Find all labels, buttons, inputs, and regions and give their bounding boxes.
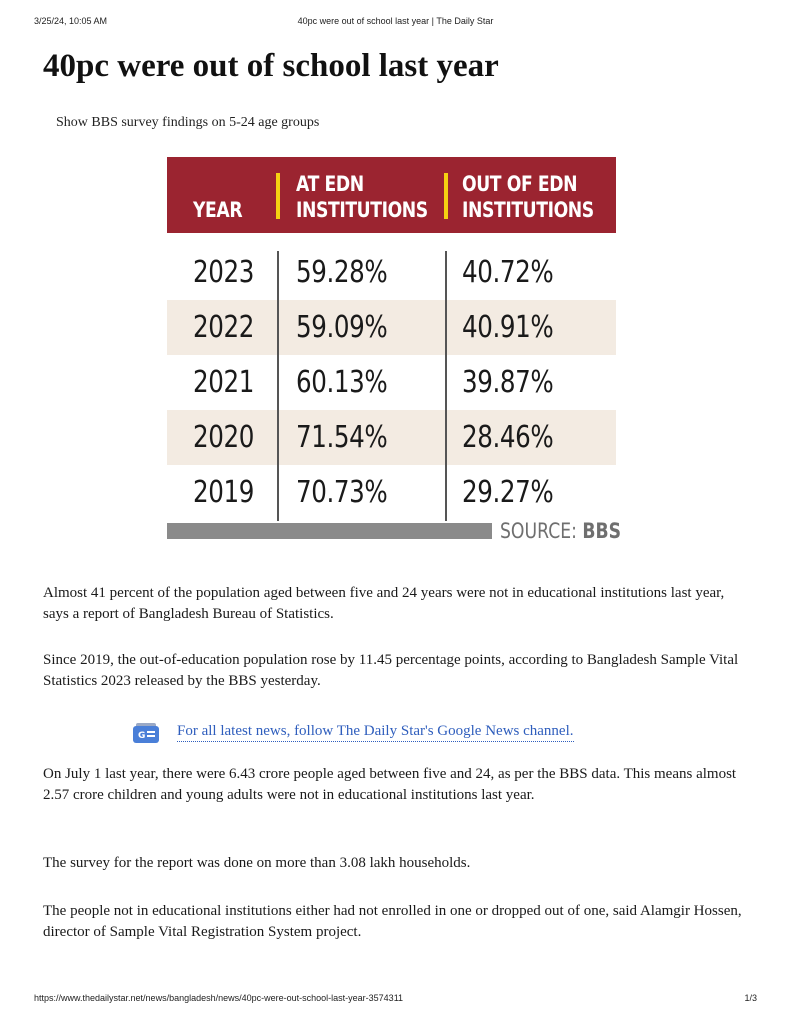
- table-row: [167, 410, 616, 465]
- row-at-edn: 59.28%: [296, 255, 388, 290]
- source-label: SOURCE:: [500, 519, 577, 543]
- source-credit: [500, 518, 622, 544]
- row-out-of-edn: 40.91%: [462, 310, 554, 345]
- header-year: YEAR: [193, 198, 243, 222]
- row-year: 2022: [193, 310, 254, 345]
- row-year: 2023: [193, 255, 254, 290]
- article-paragraph: The people not in educational institutions either had not enrolled in one or dropped out of one, said Alamgir Hossen, director of Sample Vital Registration System project.: [43, 903, 742, 940]
- header-at-edn: AT EDN INSTITUTIONS: [296, 172, 428, 222]
- education-status-infographic: [167, 157, 622, 547]
- source-bar: [167, 523, 492, 539]
- row-at-edn: 70.73%: [296, 475, 388, 510]
- print-timestamp: 3/25/24, 10:05 AM: [34, 16, 108, 26]
- header-accent-bar: [444, 173, 448, 219]
- header-out-of-edn: OUT OF EDN INSTITUTIONS: [462, 172, 594, 222]
- source-value: BBS: [582, 519, 622, 543]
- svg-text:G: G: [138, 731, 146, 741]
- row-at-edn: 59.09%: [296, 310, 388, 345]
- row-year: 2020: [193, 420, 254, 455]
- table-row: [167, 355, 616, 410]
- table-row: [167, 245, 616, 300]
- row-year: 2021: [193, 365, 254, 400]
- column-divider: [277, 251, 279, 521]
- header-accent-bar: [276, 173, 280, 219]
- print-footer: [34, 993, 757, 1007]
- article-paragraph: On July 1 last year, there were 6.43 crore people aged between five and 24, as per the BBS data. This means almost 2.57 crore children and young adults were not in educational institutions last year.: [43, 766, 737, 803]
- row-at-edn: 71.54%: [296, 420, 388, 455]
- print-url: https://www.thedailystar.net/news/bangladesh/news/40pc-were-out-school-last-year-3574311: [34, 993, 404, 1003]
- google-news-promo: [133, 720, 653, 746]
- row-out-of-edn: 40.72%: [462, 255, 554, 290]
- row-year: 2019: [193, 475, 254, 510]
- row-out-of-edn: 29.27%: [462, 475, 554, 510]
- print-header: [34, 16, 757, 30]
- row-out-of-edn: 28.46%: [462, 420, 554, 455]
- article-headline: 40pc were out of school last year: [43, 48, 499, 84]
- page-number: 1/3: [744, 993, 757, 1003]
- article-paragraph: Since 2019, the out-of-education population rose by 11.45 percentage points, according to Bangladesh Sample Vital Statistics 2023 released by the BBS yesterday.: [43, 652, 739, 689]
- column-divider: [445, 251, 447, 521]
- article-paragraph: Almost 41 percent of the population aged between five and 24 years were not in educational institutions last year, says a report of Bangladesh Bureau of Statistics.: [43, 585, 725, 622]
- infographic-rows: [167, 245, 616, 520]
- row-out-of-edn: 39.87%: [462, 365, 554, 400]
- article-subtitle: Show BBS survey findings on 5-24 age groups: [56, 115, 320, 130]
- article-paragraph: The survey for the report was done on more than 3.08 lakh households.: [43, 855, 471, 871]
- infographic-header: [167, 157, 616, 233]
- table-row: [167, 465, 616, 520]
- table-row: [167, 300, 616, 355]
- print-page-title: 40pc were out of school last year | The Daily Star: [297, 16, 494, 26]
- row-at-edn: 60.13%: [296, 365, 388, 400]
- google-news-icon: [133, 723, 159, 743]
- google-news-link[interactable]: For all latest news, follow The Daily Star's Google News channel.: [177, 721, 574, 742]
